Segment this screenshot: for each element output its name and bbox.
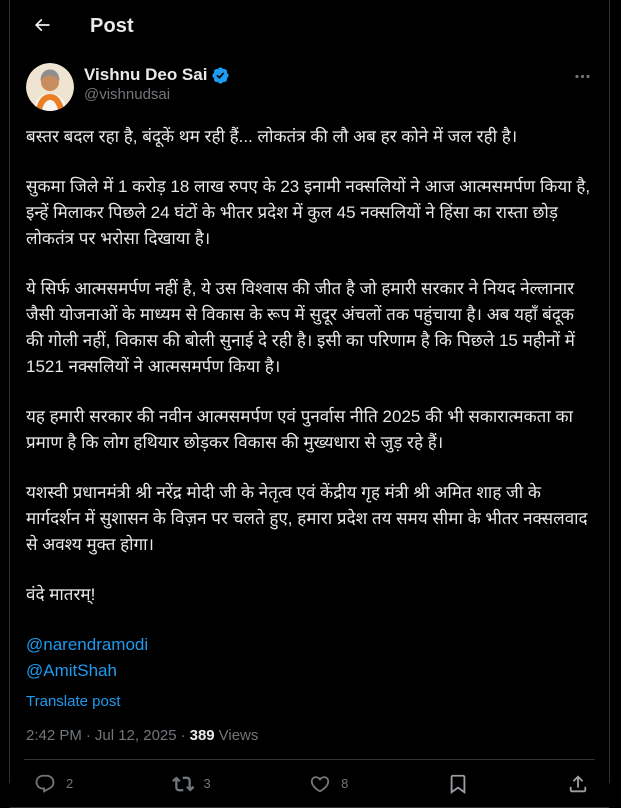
like-button[interactable]	[309, 773, 348, 795]
post-paragraph: यशस्वी प्रधानमंत्री श्री नरेंद्र मोदी जी के नेतृत्व एवं केंद्रीय गृह मंत्री श्री अमित शाह जी के मार्गदर्शन में सुशासन के विज़न पर चलते हुए, हमारा प्रदेश तय समय सीमा के भीतर नक्सलवाद से अवश्य मुक्त होगा।	[26, 483, 588, 554]
post-paragraph: बस्तर बदल रहा है, बंदूकें थम रही हैं... लोकतंत्र की लौ अब हर कोने में जल रही है।	[26, 127, 518, 146]
reply-count: 2	[66, 776, 74, 791]
translate-post-link[interactable]: Translate post	[26, 693, 121, 710]
bookmark-icon	[447, 773, 469, 795]
post-time: 2:42 PM	[26, 727, 82, 744]
back-button[interactable]	[24, 9, 60, 45]
verified-badge-icon	[211, 66, 230, 85]
views-count: 389	[189, 727, 215, 744]
repost-icon	[172, 773, 194, 795]
share-button[interactable]	[567, 773, 589, 795]
post-body	[10, 115, 609, 684]
reply-icon	[34, 773, 56, 795]
back-arrow-icon	[32, 15, 52, 38]
heart-icon	[309, 773, 331, 795]
post-date: Jul 12, 2025	[94, 727, 177, 744]
meta-separator: ·	[180, 727, 186, 744]
author-name-line[interactable]	[84, 65, 230, 85]
page-title: Post	[90, 15, 134, 37]
like-count: 8	[341, 776, 349, 791]
views-label: Views	[218, 727, 259, 744]
post-mentions	[26, 632, 593, 684]
bookmark-button[interactable]	[447, 773, 469, 795]
avatar[interactable]	[26, 63, 74, 111]
post-paragraph: ये सिर्फ आत्मसमर्पण नहीं है, ये उस विश्वास की जीत है जो हमारी सरकार ने नियद नेल्लानार जैसी योजनाओं के माध्यम से विकास के रूप में सुदूर अंचलों तक पहुंचाया है। अब यहाँ बंदूक की गोली नहीं, विकास की बोली सुनाई दे रही है। इसी का परिणाम है कि पिछले 15 महीनों में 1521 नक्सलियों ने आत्मसमर्पण किया है।	[26, 279, 575, 376]
share-icon	[567, 773, 589, 795]
repost-button[interactable]	[172, 773, 211, 795]
post-meta-row	[10, 712, 609, 759]
repost-count: 3	[203, 776, 211, 791]
post-paragraph: वंदे मातरम्!	[26, 585, 96, 604]
author-handle: @vishnudsai	[84, 86, 171, 103]
author-row	[10, 53, 609, 115]
more-horizontal-icon	[573, 67, 592, 89]
reply-button[interactable]	[34, 773, 73, 795]
page-header	[10, 0, 609, 53]
more-options-button[interactable]	[571, 67, 593, 89]
mention-link-narendramodi[interactable]: @narendramodi	[26, 635, 149, 654]
author-info	[84, 63, 230, 103]
meta-separator: ·	[85, 727, 91, 744]
post-column	[9, 0, 610, 791]
action-bar	[10, 760, 609, 807]
author-name: Vishnu Deo Sai	[84, 65, 208, 84]
post-paragraph: सुकमा जिले में 1 करोड़ 18 लाख रुपए के 23 इनामी नक्सलियों ने आज आत्मसमर्पण किया है, इन्हें मिलाकर पिछले 24 घंटों के भीतर प्रदेश में कुल 45 नक्सलियों ने हिंसा का रास्ता छोड़ लोकतंत्र पर भरोसा दिखाया है।	[26, 177, 591, 248]
post-paragraph: यह हमारी सरकार की नवीन आत्मसमर्पण एवं पुनर्वास नीति 2025 की भी सकारात्मकता का प्रमाण है कि लोग हथियार छोड़कर विकास की मुख्यधारा से जुड़ रहे हैं।	[26, 407, 573, 452]
mention-link-amitshah[interactable]: @AmitShah	[26, 661, 117, 680]
